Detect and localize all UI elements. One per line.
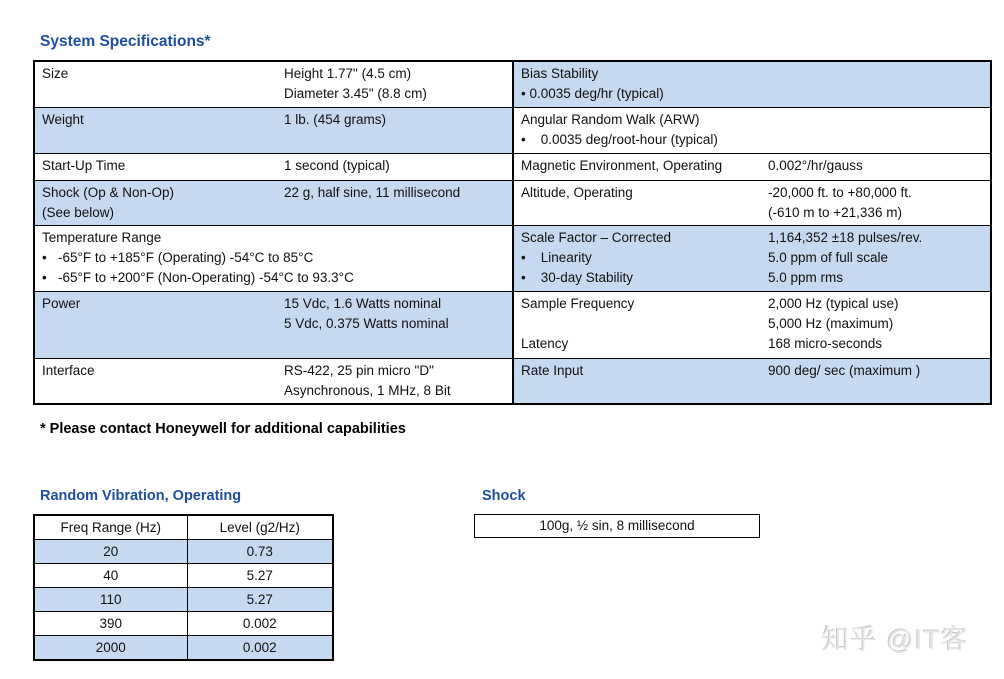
table-row: [34, 225, 991, 291]
spec-text: RS-422, 25 pin micro "D": [284, 362, 434, 378]
table-row: [34, 636, 333, 661]
freq-cell: 2000: [34, 636, 187, 661]
spec-label-cell: [513, 291, 761, 358]
spec-merged-cell: [513, 107, 991, 153]
spec-text: 0.002°/hr/gauss: [768, 157, 863, 173]
spec-text: Asynchronous, 1 MHz, 8 Bit: [284, 382, 451, 398]
spec-text: Start-Up Time: [42, 157, 126, 173]
spec-table: [33, 60, 992, 405]
table-row: [34, 291, 991, 358]
column-header: Freq Range (Hz): [34, 515, 187, 540]
spec-text: (-610 m to +21,336 m): [768, 204, 902, 220]
spec-text: 900 deg/ sec (maximum ): [768, 362, 921, 378]
table-row: [34, 540, 333, 564]
page-title: System Specifications*: [40, 33, 211, 50]
vibration-heading: Random Vibration, Operating: [40, 488, 242, 504]
spec-label-cell: [513, 153, 761, 180]
table-row: [34, 358, 991, 404]
spec-text: [521, 314, 754, 334]
spec-value-cell: [277, 358, 513, 404]
spec-text: 168 micro-seconds: [768, 335, 883, 351]
spec-text: Rate Input: [521, 362, 584, 378]
spec-merged-cell: [513, 61, 991, 107]
spec-label-cell: [34, 291, 277, 358]
spec-text: -20,000 ft. to +80,000 ft.: [768, 184, 912, 200]
freq-cell: 20: [34, 540, 187, 564]
shock-value-box: 100g, ½ sin, 8 millisecond: [474, 514, 760, 538]
spec-text: Shock (Op & Non-Op): [42, 184, 175, 200]
footnote: * Please contact Honeywell for additional capabilities: [40, 421, 406, 437]
spec-text: 5.0 ppm rms: [768, 269, 844, 285]
spec-text: • 0.0035 deg/hr (typical): [521, 86, 664, 101]
spec-label-cell: [34, 153, 277, 180]
table-row: [34, 612, 333, 636]
table-row: [34, 588, 333, 612]
spec-text: • -65°F to +185°F (Operating) -54°C to 85°C: [42, 249, 314, 265]
spec-value-cell: [761, 358, 991, 404]
spec-label-cell: [513, 358, 761, 404]
spec-text: 5.0 ppm of full scale: [768, 249, 889, 265]
spec-value-cell: [761, 180, 991, 225]
spec-text: 5 Vdc, 0.375 Watts nominal: [284, 315, 449, 331]
spec-merged-cell: [34, 225, 513, 291]
table-row: [34, 180, 991, 225]
spec-text: 22 g, half sine, 11 millisecond: [284, 184, 461, 200]
spec-text: Scale Factor – Corrected: [521, 229, 672, 245]
table-row: [34, 153, 991, 180]
table-row: [34, 564, 333, 588]
spec-text: 2,000 Hz (typical use): [768, 295, 899, 311]
spec-text: Diameter 3.45" (8.8 cm): [284, 86, 427, 101]
spec-label-cell: [513, 180, 761, 225]
spec-value-cell: [277, 61, 513, 107]
level-cell: 5.27: [187, 588, 333, 612]
spec-text: 1 lb. (454 grams): [284, 111, 387, 127]
level-cell: 5.27: [187, 564, 333, 588]
spec-value-cell: [761, 225, 991, 291]
spec-text: Altitude, Operating: [521, 184, 633, 200]
spec-text: 15 Vdc, 1.6 Watts nominal: [284, 295, 442, 311]
level-cell: 0.73: [187, 540, 333, 564]
freq-cell: 110: [34, 588, 187, 612]
table-row: [34, 107, 991, 153]
level-cell: 0.002: [187, 612, 333, 636]
spec-text: 1,164,352 ±18 pulses/rev.: [768, 229, 923, 245]
spec-text: Latency: [521, 335, 569, 351]
spec-text: Interface: [42, 362, 95, 378]
spec-value-cell: [761, 153, 991, 180]
spec-label-cell: [34, 61, 277, 107]
spec-value-cell: [277, 153, 513, 180]
spec-text: Angular Random Walk (ARW): [521, 111, 700, 127]
spec-text: Height 1.77" (4.5 cm): [284, 66, 412, 81]
spec-label-cell: [34, 358, 277, 404]
spec-text: • Linearity: [521, 249, 592, 265]
spec-label-cell: [513, 225, 761, 291]
spec-value-cell: [277, 180, 513, 225]
watermark: 知乎 @IT客: [822, 625, 969, 655]
table-row: [34, 61, 991, 107]
spec-label-cell: [34, 107, 277, 153]
vibration-table: [33, 514, 334, 661]
spec-text: Weight: [42, 111, 84, 127]
spec-text: Size: [42, 66, 69, 81]
spec-text: Power: [42, 295, 81, 311]
spec-text: Magnetic Environment, Operating: [521, 157, 723, 173]
spec-value-cell: [277, 107, 513, 153]
shock-heading: Shock: [482, 488, 526, 504]
spec-text: Bias Stability: [521, 66, 599, 81]
spec-text: • 30-day Stability: [521, 269, 634, 285]
spec-text: Temperature Range: [42, 229, 162, 245]
freq-cell: 40: [34, 564, 187, 588]
freq-cell: 390: [34, 612, 187, 636]
column-header: Level (g2/Hz): [187, 515, 333, 540]
spec-value-cell: [761, 291, 991, 358]
table-header-row: [34, 515, 333, 540]
level-cell: 0.002: [187, 636, 333, 661]
spec-text: 1 second (typical): [284, 157, 390, 173]
spec-text: Sample Frequency: [521, 295, 635, 311]
spec-label-cell: [34, 180, 277, 225]
spec-text: • -65°F to +200°F (Non-Operating) -54°C to 93.3°C: [42, 269, 354, 285]
spec-text: 5,000 Hz (maximum): [768, 315, 894, 331]
spec-text: • 0.0035 deg/root-hour (typical): [521, 131, 718, 147]
spec-value-cell: [277, 291, 513, 358]
spec-text: (See below): [42, 204, 115, 220]
